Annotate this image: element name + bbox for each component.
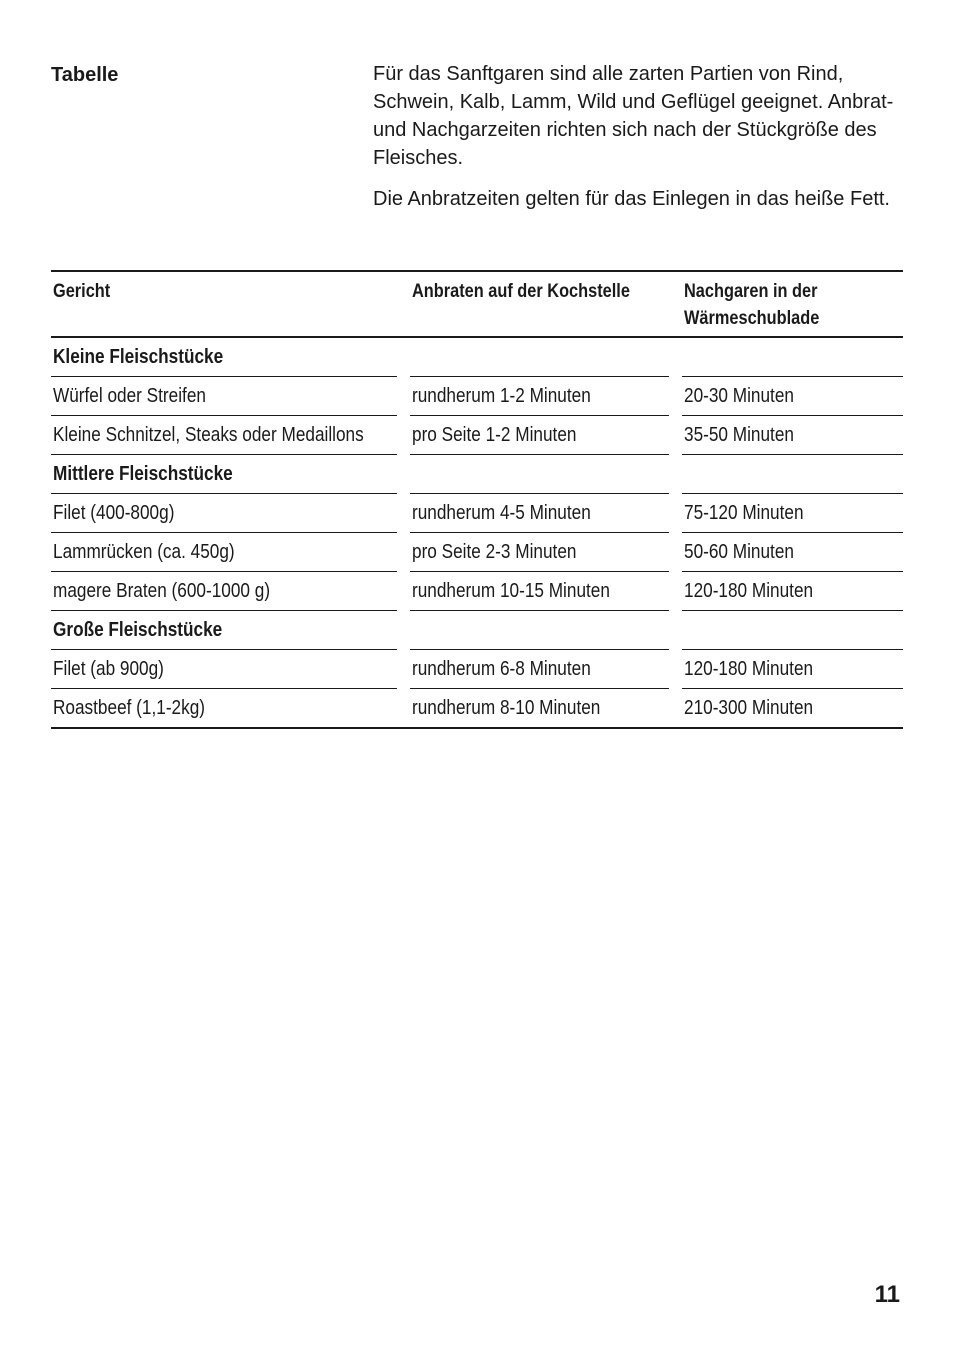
cell-nachgaren [682, 689, 903, 729]
table-header [51, 270, 903, 338]
cell-nachgaren [682, 494, 903, 533]
cell-anbraten [410, 338, 669, 377]
table-row [51, 377, 903, 416]
table-body [51, 338, 903, 728]
table-row [51, 533, 903, 572]
cell-gericht [51, 377, 397, 416]
cell-gericht-text: Filet (ab 900g) [53, 658, 164, 680]
cell-anbraten [403, 689, 682, 729]
cell-gericht-text: Filet (400-800g) [53, 502, 175, 524]
cell-nachgaren [682, 572, 903, 611]
cell-gericht-text: Roastbeef (1,1-2kg) [53, 697, 206, 719]
cell-anbraten [410, 416, 669, 455]
cell-anbraten [410, 611, 669, 650]
cell-gericht [51, 572, 397, 611]
cell-gericht-text: Würfel oder Streifen [53, 385, 206, 407]
cell-anbraten [410, 377, 669, 416]
cell-gericht-text: Kleine Fleischstücke [53, 346, 224, 368]
header-nachgaren-line-1: Nachgaren in der [684, 281, 818, 302]
cell-nachgaren [682, 650, 903, 689]
header-nachgaren [684, 278, 819, 332]
cell-nachgaren-text: 120-180 Minuten [684, 658, 814, 680]
cell-anbraten-text: pro Seite 1-2 Minuten [412, 424, 577, 446]
table-group-row [51, 338, 903, 377]
header-nachgaren-line-2: Wärmeschublade [684, 308, 820, 329]
cell-anbraten [410, 455, 669, 494]
cell-gericht-text: Mittlere Fleischstücke [53, 463, 233, 485]
cell-gericht [51, 416, 397, 455]
cell-anbraten [410, 572, 669, 611]
intro-paragraph-1: Für das Sanftgaren sind alle zarten Partien von Rind, Schwein, Kalb, Lamm, Wild und Geflügel geeignet. Anbrat- und Nachgarzeiten richten sich nach der Stückgröße des Fleisches. [373, 63, 894, 169]
cell-gericht [51, 689, 403, 729]
cell-anbraten [410, 494, 669, 533]
header-anbraten: Anbraten auf der Kochstelle [412, 281, 630, 302]
table-row [51, 650, 903, 689]
cell-gericht [51, 455, 397, 494]
table-group-row [51, 611, 903, 650]
cell-gericht [51, 494, 397, 533]
cell-nachgaren-text: 210-300 Minuten [684, 697, 814, 719]
cell-anbraten-text: pro Seite 2-3 Minuten [412, 541, 577, 563]
cell-anbraten-text: rundherum 4-5 Minuten [412, 502, 591, 524]
intro-text [373, 60, 913, 226]
table-row [51, 572, 903, 611]
cell-nachgaren-text: 50-60 Minuten [684, 541, 794, 563]
intro-paragraph-2: Die Anbratzeiten gelten für das Einlegen in das heiße Fett. [373, 188, 890, 210]
cell-anbraten-text: rundherum 8-10 Minuten [412, 697, 601, 719]
cell-anbraten-text: rundherum 10-15 Minuten [412, 580, 610, 602]
table-row [51, 689, 903, 728]
cooking-times-table [51, 270, 903, 728]
cell-gericht [51, 533, 397, 572]
cell-nachgaren [682, 611, 903, 650]
cell-gericht [51, 650, 397, 689]
cell-nachgaren [682, 416, 903, 455]
cell-nachgaren [682, 377, 903, 416]
cell-nachgaren-text: 75-120 Minuten [684, 502, 804, 524]
cell-nachgaren [682, 533, 903, 572]
cell-nachgaren-text: 35-50 Minuten [684, 424, 794, 446]
cell-nachgaren [682, 455, 903, 494]
page-number: 11 [874, 1281, 900, 1308]
cell-nachgaren-text: 120-180 Minuten [684, 580, 814, 602]
cell-gericht [51, 338, 397, 377]
cell-nachgaren [682, 338, 903, 377]
cell-gericht-text: Große Fleischstücke [53, 619, 223, 641]
cell-anbraten [410, 533, 669, 572]
table-row [51, 416, 903, 455]
table-group-row [51, 455, 903, 494]
section-label: Tabelle [51, 64, 119, 86]
cell-gericht-text: magere Braten (600-1000 g) [53, 580, 271, 602]
cell-anbraten [410, 650, 669, 689]
header-gericht: Gericht [53, 281, 111, 302]
cell-anbraten-text: rundherum 1-2 Minuten [412, 385, 591, 407]
cell-gericht-text: Lammrücken (ca. 450g) [53, 541, 235, 563]
cell-anbraten-text: rundherum 6-8 Minuten [412, 658, 591, 680]
table-row [51, 494, 903, 533]
cell-gericht-text: Kleine Schnitzel, Steaks oder Medaillons [53, 424, 364, 446]
cell-nachgaren-text: 20-30 Minuten [684, 385, 794, 407]
cell-gericht [51, 611, 397, 650]
